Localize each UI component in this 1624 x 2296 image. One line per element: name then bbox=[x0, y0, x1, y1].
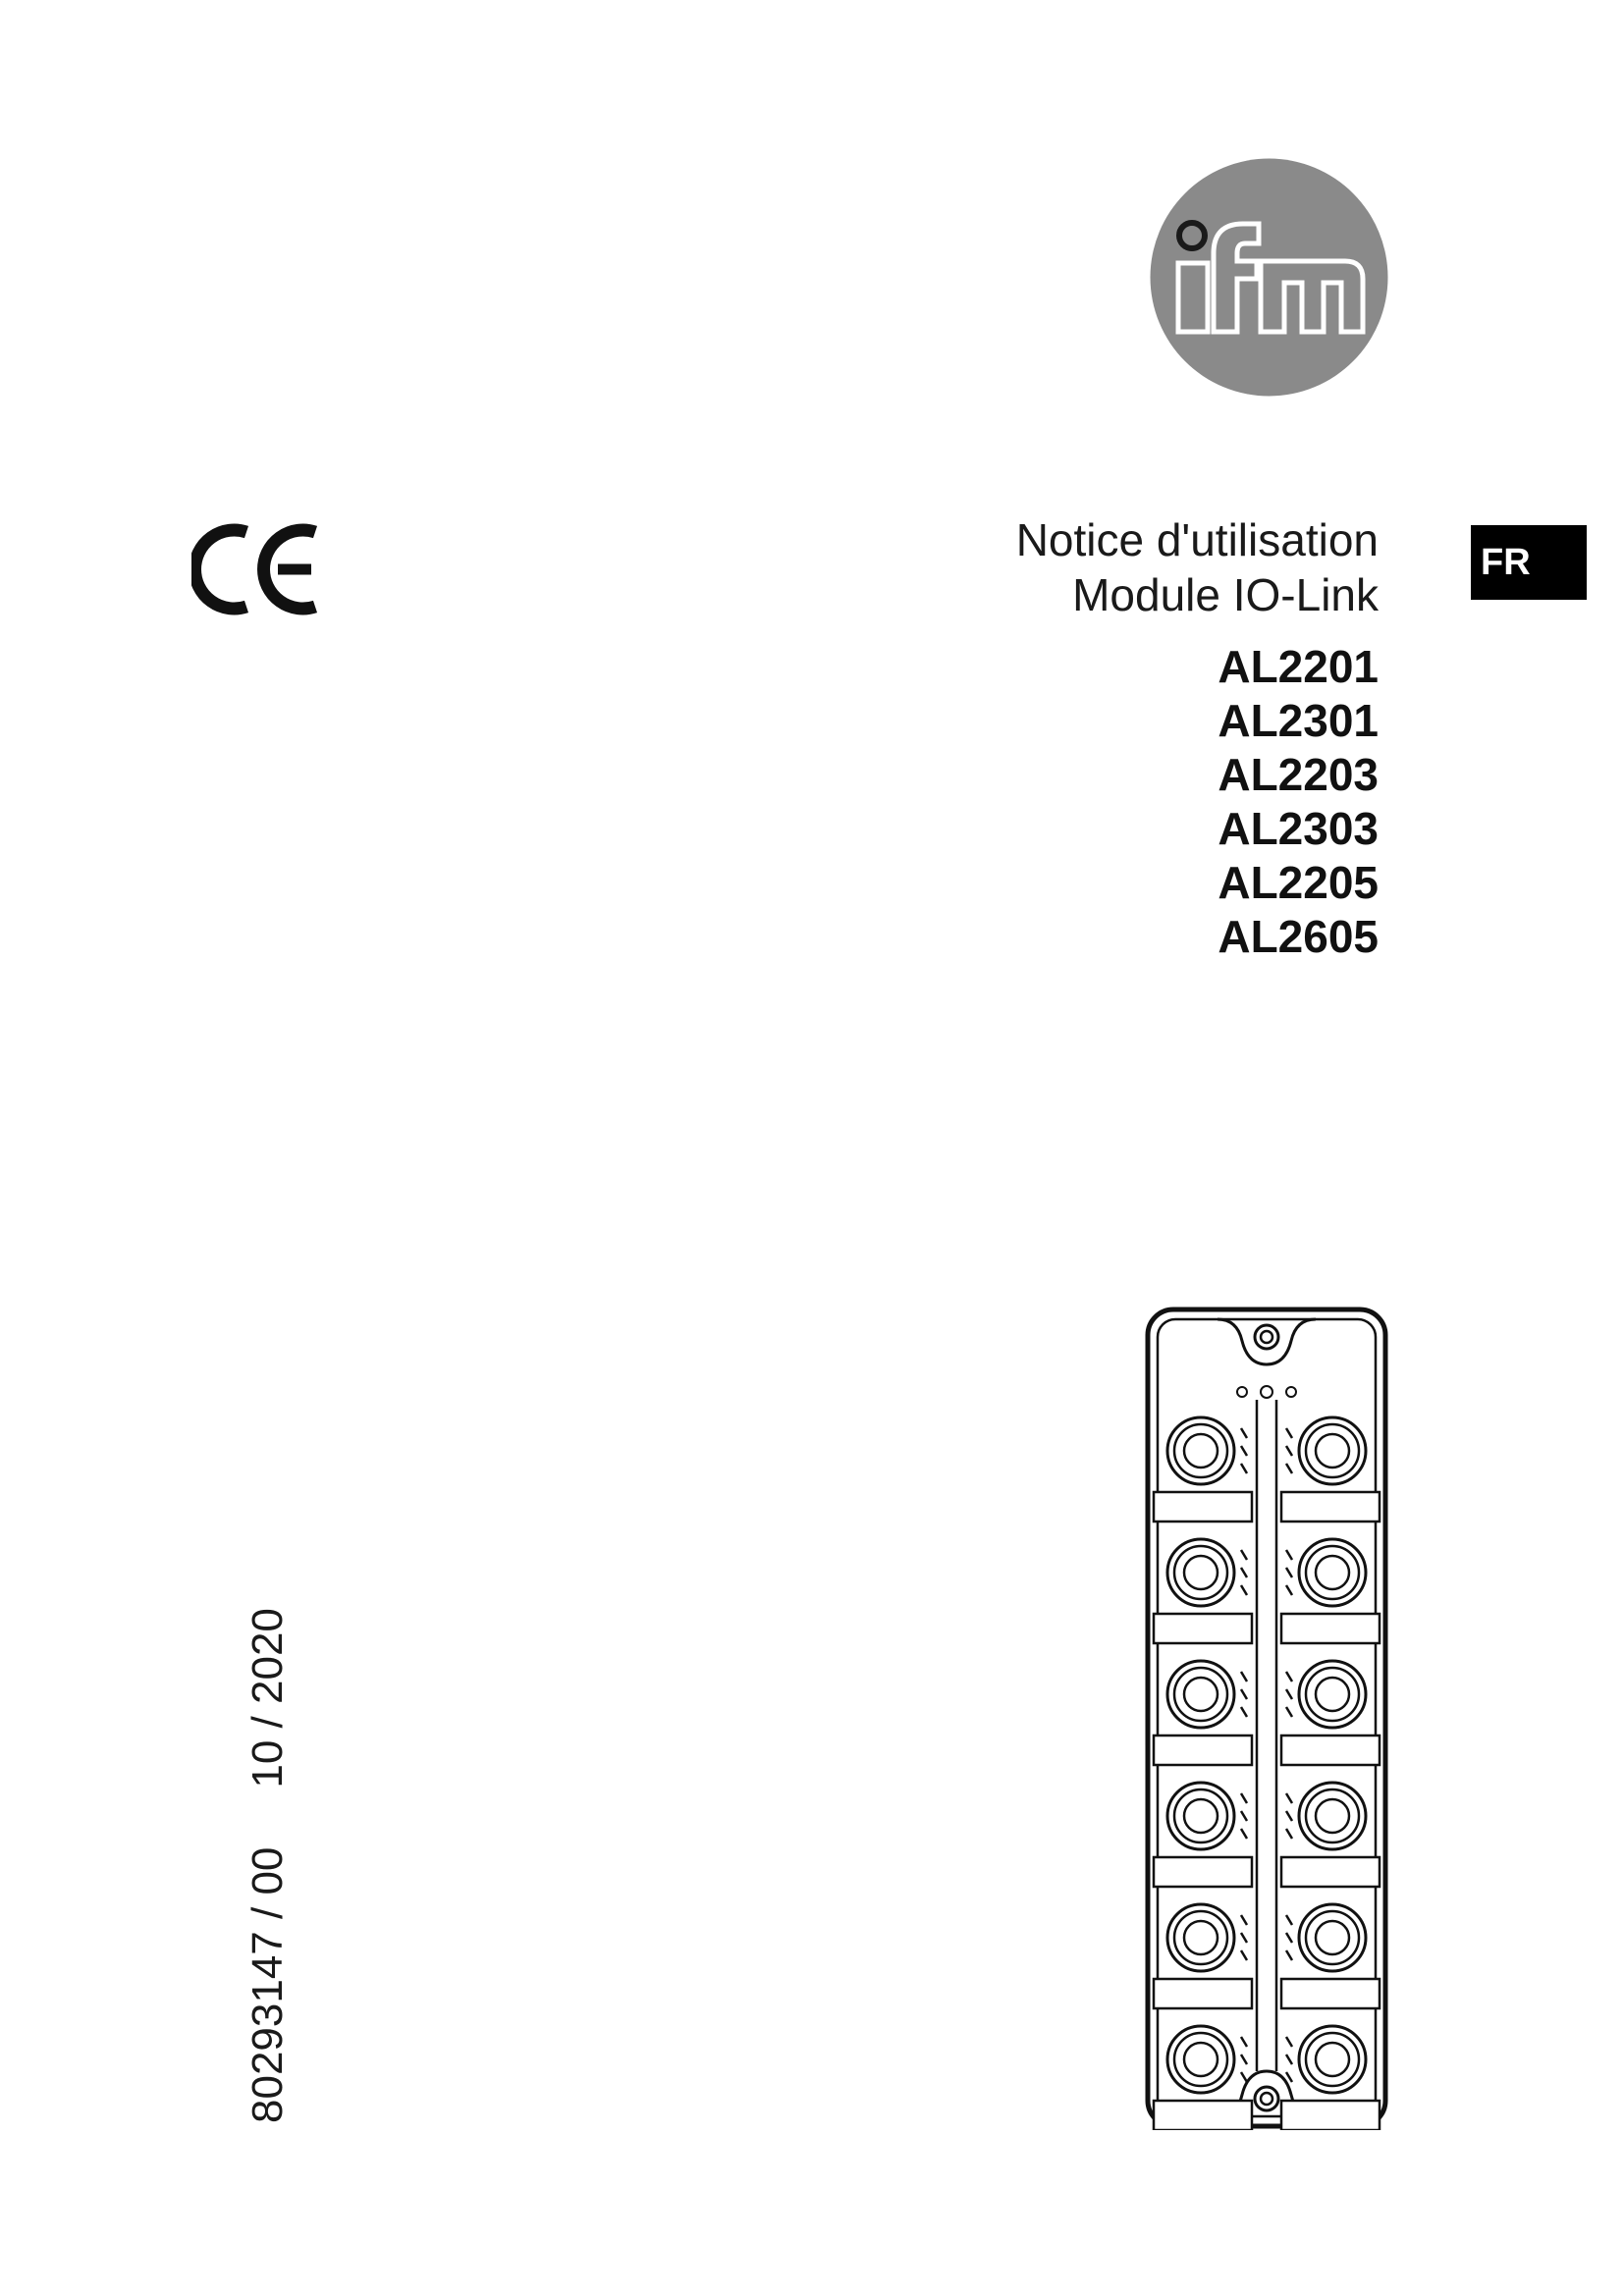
document-reference bbox=[244, 1608, 293, 2123]
label-plate bbox=[1154, 2101, 1252, 2130]
language-tab: FR bbox=[1471, 525, 1587, 600]
document-type-title: Notice d'utilisation bbox=[1015, 514, 1379, 565]
document-date: 10 / 2020 bbox=[244, 1608, 292, 1789]
label-plate bbox=[1281, 1492, 1380, 1522]
title-block bbox=[789, 512, 1379, 964]
label-plate bbox=[1281, 1857, 1380, 1887]
model-number: AL2605 bbox=[1218, 911, 1379, 962]
label-plate bbox=[1154, 1979, 1252, 2008]
label-plate bbox=[1281, 1614, 1380, 1643]
document-number: 80293147 / 00 bbox=[244, 1846, 292, 2123]
label-plate bbox=[1154, 1735, 1252, 1765]
model-number: AL2201 bbox=[1218, 641, 1379, 692]
label-plate bbox=[1154, 1614, 1252, 1643]
model-number: AL2205 bbox=[1218, 857, 1379, 908]
product-family-title: Module IO-Link bbox=[1072, 569, 1379, 620]
label-plate bbox=[1154, 1492, 1252, 1522]
label-plate bbox=[1281, 1979, 1380, 2008]
ce-mark-icon bbox=[191, 520, 324, 618]
model-number: AL2203 bbox=[1218, 749, 1379, 800]
label-plate bbox=[1281, 2101, 1380, 2130]
label-plate bbox=[1154, 1857, 1252, 1887]
ifm-logo bbox=[1149, 157, 1389, 398]
model-list bbox=[789, 640, 1379, 964]
model-number: AL2301 bbox=[1218, 695, 1379, 746]
label-plate bbox=[1281, 1735, 1380, 1765]
model-number: AL2303 bbox=[1218, 803, 1379, 854]
io-link-module-drawing-icon bbox=[1144, 1306, 1389, 2130]
